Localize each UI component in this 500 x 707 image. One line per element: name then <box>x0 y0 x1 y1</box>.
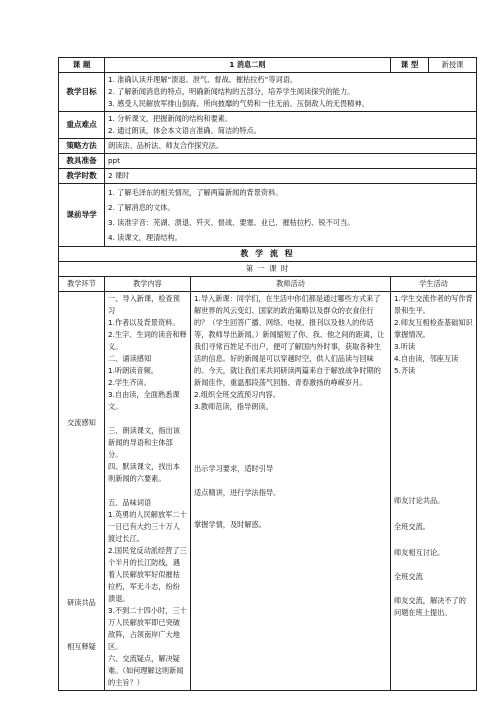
strategy-row <box>59 139 477 154</box>
goals-row <box>59 73 477 112</box>
goal-item: 3. 感受人民解放军排山倒海、所向披靡的气势和一往无前、压倒敌人的无畏精神。 <box>108 99 369 108</box>
content-item: 3.不到二十四小时，三十万人民解放军即已突破敌阵，占领南岸广大地区。 <box>108 606 187 651</box>
teacher-cell <box>191 292 391 691</box>
stage-exchange: 交流感知 <box>67 418 96 427</box>
flow-body-row <box>59 292 477 691</box>
student-item: 3.听读 <box>394 342 416 351</box>
stage-study: 研读共品 <box>67 598 96 607</box>
lesson-plan-table <box>58 57 477 691</box>
strategy-label: 策略方法 <box>59 139 105 154</box>
goal-item: 1. 准确认读并理解“溃退、泄气、督战、摧枯拉朽”等词语。 <box>108 75 298 84</box>
preview-item: 2. 了解消息的文体。 <box>108 203 175 212</box>
preview-row <box>59 184 477 247</box>
tools-label: 教具准备 <box>59 154 105 169</box>
column-header-teacher: 教师活动 <box>191 277 391 292</box>
teacher-item: 1.导入新课：同学们，在生活中你们都是通过哪些方式来了解世界的风云变幻、国家的政治策略以及群众的衣食住行的？（学生回答广播、网络、电视、报刊以及他人的传话等，教师导出新闻。）新闻缩短了你、我、他之间的距离，让我们寻常百姓足不出户，便可了解国内外时事，获取各种生活的信息。好的新闻是可以穿越时空，供人们品读与回味的。今天，就让我们来共同研读两篇来自于解放战争时期的新闻佳作，重温那段荡气回肠、青春激扬的峥嵘岁月。 <box>194 294 385 387</box>
flow-header-row <box>59 277 477 292</box>
goals-content <box>105 73 477 112</box>
key-point-item: 1. 分析课文，把握新闻的结构和要素。 <box>108 114 233 123</box>
student-item: 全班交流。 <box>394 522 430 531</box>
key-points-content <box>105 112 477 139</box>
lesson-plan-document <box>58 57 476 691</box>
teacher-item: 2.组织全班交流预习内容。 <box>194 390 280 399</box>
content-item: 2.国民党反动派经营了三个半月的长江防线，遇着人民解放军好似摧枯拉朽，军无斗志，纷纷溃退。 <box>108 546 187 603</box>
topic-label: 课 题 <box>59 58 105 73</box>
preview-item: 1. 了解毛泽东的相关情况，了解两篇新闻的背景资料。 <box>108 188 283 197</box>
key-points-label: 重点难点 <box>59 112 105 139</box>
student-item: 5.齐读 <box>394 366 416 375</box>
preview-item: 3. 读准字音：芜湖、溃退、歼灭、督战、要塞、业已、摧枯拉朽、锐不可当。 <box>108 218 355 227</box>
strategy-value: 朗读法、品析法、师友合作探究法。 <box>105 139 477 154</box>
stage-clarify: 相互释疑 <box>67 642 96 651</box>
content-item: 三、朗读课文，指出该新闻的导语和主体部分。 <box>108 426 180 459</box>
preview-content <box>105 184 477 247</box>
lesson-row <box>59 262 477 277</box>
type-label: 课 型 <box>391 58 429 73</box>
flow-title-row <box>59 247 477 262</box>
tools-row <box>59 154 477 169</box>
type-value: 新授课 <box>429 58 477 73</box>
student-item: 2.师友互相检查基础知识掌握情况。 <box>394 318 473 339</box>
teacher-item: 3.教师范读，指导朗读。 <box>194 402 273 411</box>
stage-cell <box>59 292 105 691</box>
content-item: 1.作者以及背景资料。 <box>108 318 180 327</box>
preview-label: 课前导学 <box>59 184 105 247</box>
student-item: 全班交流 <box>394 572 423 581</box>
flow-title: 教 学 流 程 <box>59 247 477 262</box>
key-points-row <box>59 112 477 139</box>
student-item: 师友相互讨论。 <box>394 548 445 557</box>
title-row <box>59 58 477 73</box>
lesson-title: 1 消息二则 <box>105 58 391 73</box>
goal-item: 2. 了解新闻消息的特点，明确新闻结构的五部分，培养学生阅读探究的能力。 <box>108 87 355 96</box>
lesson-number: 第 一 课 时 <box>59 262 477 277</box>
teacher-item: 掌握学情，及时解惑。 <box>194 520 266 529</box>
column-header-content: 教学内容 <box>105 277 191 292</box>
hours-value: 2 课时 <box>105 169 477 184</box>
preview-item: 4. 读课文，理清结构。 <box>108 233 182 242</box>
student-item: 4.自由读，邻座互读 <box>394 354 459 363</box>
hours-label: 教学时数 <box>59 169 105 184</box>
goals-label: 教学目标 <box>59 73 105 112</box>
teacher-item: 适点精讲，进行学法指导。 <box>194 488 281 497</box>
content-item: 二、诵读感知 <box>108 354 152 363</box>
hours-row <box>59 169 477 184</box>
student-item: 师友交流，解决不了的问题在班上提出。 <box>394 596 466 617</box>
teacher-item: 出示学习要求，适时引导 <box>194 464 274 473</box>
content-item: 六、交流疑点，解决疑难。（如何理解这则新闻的主旨？） <box>108 654 184 687</box>
content-item: 3.自由读，全面熟悉课文。 <box>108 390 180 411</box>
content-item: 2.学生齐读。 <box>108 378 151 387</box>
content-item: 四、默读课文，找出本则新闻的六要素。 <box>108 462 180 483</box>
content-cell <box>105 292 191 691</box>
student-item: 1.学生交流作者的写作背景和生平。 <box>394 294 473 315</box>
content-item: 2.生字、生词的读音和释义。 <box>108 330 187 351</box>
content-item: 1.英勇的人民解放军二十一日已有大约三十万人渡过长江。 <box>108 510 187 543</box>
content-item: 1.听朗读音频。 <box>108 366 158 375</box>
column-header-student: 学生活动 <box>391 277 477 292</box>
column-header-stage: 教学环节 <box>59 277 105 292</box>
student-item: 师友讨论共品。 <box>394 496 445 505</box>
content-item: 一、导入新课，检查预习 <box>108 294 180 315</box>
key-point-item: 2. 通过朗读，体会本文语言准确、简洁的特点。 <box>108 126 261 135</box>
content-item: 五、品味词语 <box>108 498 152 507</box>
tools-value: ppt <box>105 154 477 169</box>
student-cell <box>391 292 477 691</box>
